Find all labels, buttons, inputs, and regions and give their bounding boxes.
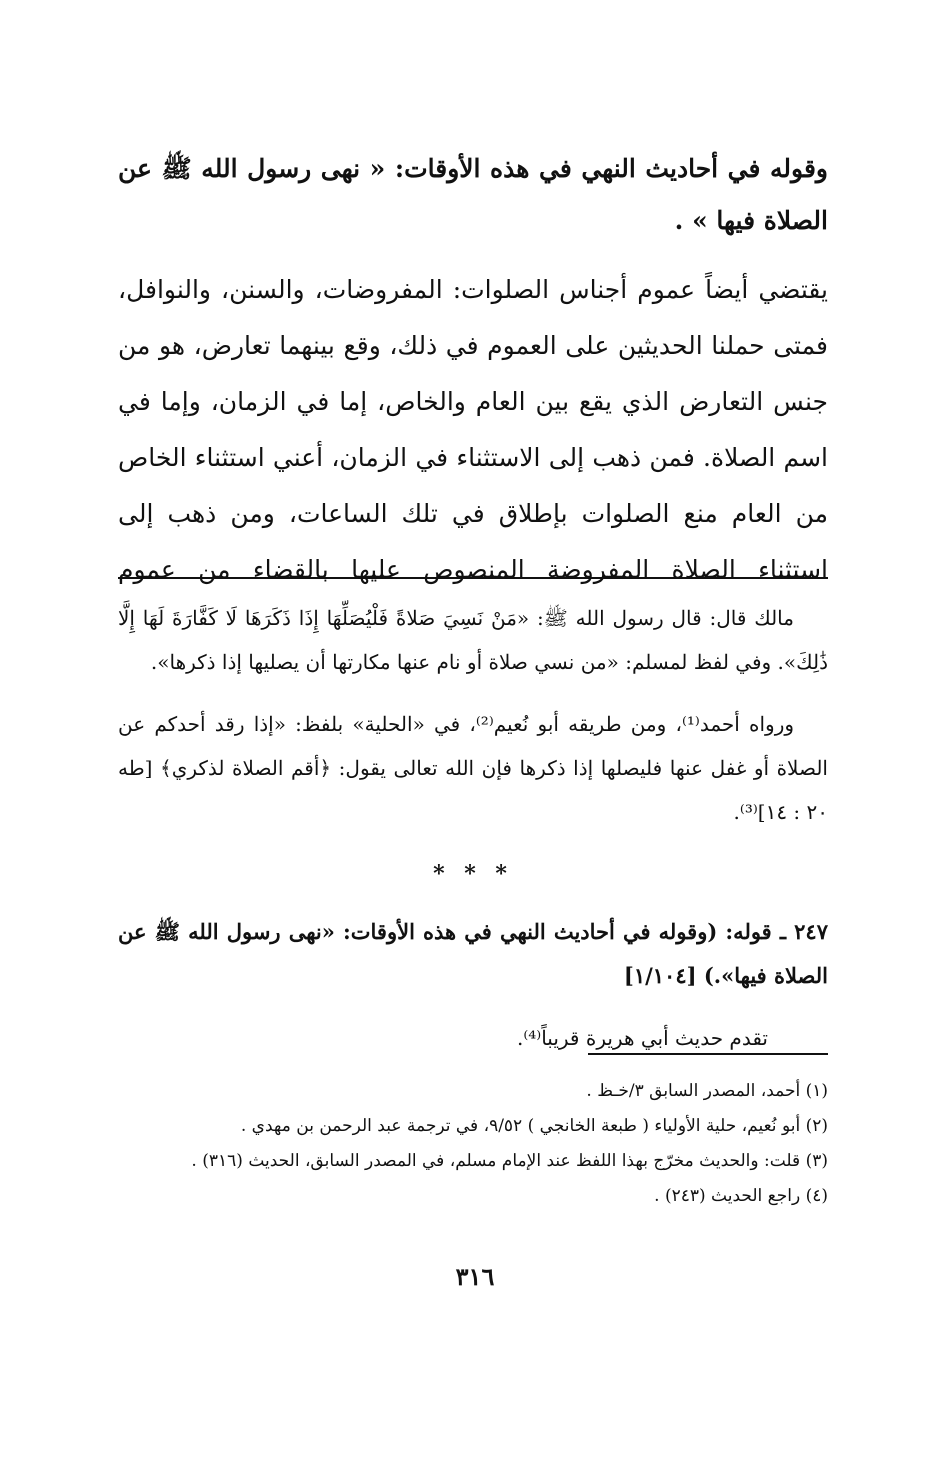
commentary-section xyxy=(118,596,828,1078)
footnote-2: (٢) أبو نُعيم، حلية الأولياء ( طبعة الخانجي ) ٩/٥٢، في ترجمة عبد الرحمن بن مهدي . xyxy=(240,1116,828,1136)
separator-stars: * * * xyxy=(433,861,513,887)
quoted-text: وقوله في أحاديث النهي في هذه الأوقات: « نهى رسول الله ﷺ عن الصلاة فيها » . xyxy=(118,154,828,235)
section-divider xyxy=(118,577,828,579)
footnote-1: (١) أحمد، المصدر السابق ٣/خـظ . xyxy=(586,1081,828,1101)
page-number: ٣١٦ xyxy=(455,1262,495,1291)
commentary-paragraph-1: مالك قال: قال رسول الله ﷺ: «مَنْ نَسِيَ صَلاةً فَلْيُصَلِّهَا إِذَا ذَكَرَهَا لَا كَفَّارَةَ لَهَا إِلَّا ذَٰلِكَ». وفي لفظ لمسلم: «من نسي صلاة أو نام عنها مكارتها أن يصليها إذا ذكرها». xyxy=(118,606,828,674)
footnote-3: (٣) قلت: والحديث مخرّج بهذا اللفظ عند الإمام مسلم، في المصدر السابق، الحديث (٣١٦) . xyxy=(191,1151,828,1171)
footnote-4: (٤) راجع الحديث (٢٤٣) . xyxy=(654,1186,828,1206)
footnote-divider xyxy=(588,1053,828,1055)
main-paragraph: يقتضي أيضاً عموم أجناس الصلوات: المفروضات، والسنن، والنوافل، فمتى حملنا الحديثين على العموم في ذلك، وقع بينهما تعارض، هو من جنس التعارض الذي يقع بين العام والخاص، إما في الزمان، وإما في اسم الصلاة. فمن ذهب إلى الاستثناء في الزمان، أعني استثناء الخاص من العام منع الصلوات بإطلاق في تلك الساعات، ومن ذهب إلى استثناء الصلاة المفروضة المنصوص عليها بالقضاء من عموم xyxy=(118,275,828,584)
entry-247-note: تقدم حديث أبي هريرة قريباً⁽⁴⁾. xyxy=(516,1026,768,1050)
commentary-paragraph-2: ورواه أحمد⁽¹⁾، ومن طريقه أبو نُعيم⁽²⁾، في «الحلية» بلفظ: «إذا رقد أحدكم عن الصلاة أو غفل عنها فليصلها إذا ذكرها فإن الله تعالى يقول: ﴿أقم الصلاة لذكري﴾ [طه ٢٠ : ١٤]⁽³⁾. xyxy=(118,712,828,824)
footnotes-list xyxy=(118,1074,828,1214)
entry-247-heading: ٢٤٧ ـ قوله: (وقوله في أحاديث النهي في هذه الأوقات: «نهى رسول الله ﷺ عن الصلاة فيها».) [١/١٠٤] xyxy=(118,919,828,988)
